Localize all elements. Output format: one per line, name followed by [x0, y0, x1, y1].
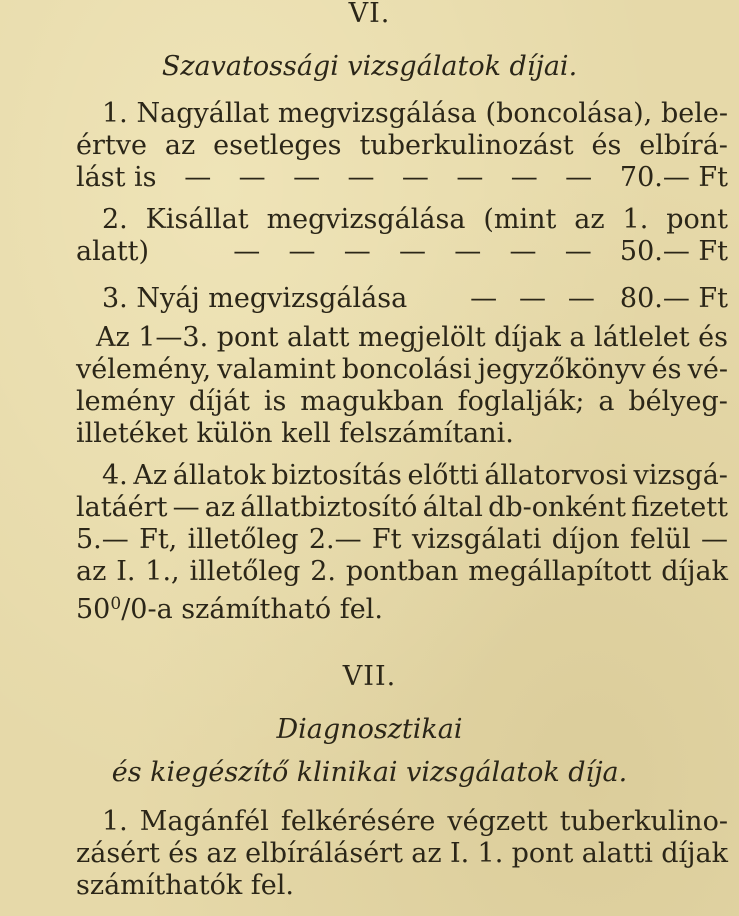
word: jegyzőkönyv [477, 354, 646, 385]
word: pontban [345, 556, 459, 587]
word: díjak [661, 838, 728, 869]
word: pont [666, 204, 728, 235]
word: tuberkulino- [559, 806, 728, 837]
word: Ft, [139, 524, 178, 555]
word: foglalják; [457, 386, 585, 417]
word: díjon [551, 524, 620, 555]
section-vii-item-1-line-1 [102, 806, 728, 838]
word: — [172, 492, 200, 523]
item-2-label-end: alatt) [76, 236, 150, 267]
word: állatok [172, 460, 266, 491]
word: felül [630, 524, 691, 555]
word: 2. [310, 556, 337, 587]
item-4-line-4 [76, 556, 728, 588]
word: a [598, 386, 615, 417]
word: I. [449, 838, 470, 869]
word: megvizsgálása [266, 204, 466, 235]
word: elbírálásért [245, 838, 403, 869]
item-2-amount: 50.— Ft [619, 236, 728, 267]
leader-dash: — [401, 162, 429, 193]
word: Az [133, 460, 168, 491]
word: a [569, 322, 586, 353]
dot-leader [407, 283, 620, 315]
word: díját [188, 386, 250, 417]
word: az [206, 838, 237, 869]
item-3-label: 3. Nyáj megvizsgálása [102, 283, 408, 314]
word: vé- [687, 354, 728, 385]
word: 1., [145, 556, 180, 587]
leader-dash: — [238, 162, 266, 193]
word: 1. [102, 98, 128, 129]
dot-leader [149, 236, 620, 268]
word: db-onként [488, 492, 627, 523]
word: alatti [581, 838, 653, 869]
word: esetleges [213, 130, 342, 161]
word: bélyeg- [628, 386, 728, 417]
item-2-line-2 [76, 236, 728, 268]
leader-dash: — [347, 162, 375, 193]
word: díjak [494, 322, 561, 353]
item-3-line [102, 283, 728, 315]
leader-dash: — [510, 162, 538, 193]
word: és [591, 130, 622, 161]
word: az [164, 130, 196, 161]
item-4-line-3 [76, 524, 728, 556]
word: előtti [407, 460, 479, 491]
section-vii-heading: VII. [342, 661, 397, 692]
word: megjelölt [358, 322, 486, 353]
word: 1—3. [138, 322, 209, 353]
section-vi-heading: VI. [348, 0, 391, 29]
word: állatbiztosító [240, 492, 418, 523]
leader-dash: — [398, 236, 426, 267]
percent-superscript: 0 [110, 594, 122, 614]
word: illetőleg [187, 524, 299, 555]
leader-dash: — [564, 236, 592, 267]
section-vii-item-1-line-3: számíthatók fel. [76, 870, 294, 901]
word: alatt [286, 322, 350, 353]
leader-dash: — [565, 162, 593, 193]
word: illetőleg [189, 556, 301, 587]
note-line-2 [76, 354, 728, 386]
item-2-line-1 [102, 204, 728, 236]
word: tuberkulinozást [359, 130, 574, 161]
leader-dash: — [519, 283, 547, 314]
section-vii-title-line-1: Diagnosztikai [276, 714, 463, 745]
word: értve [76, 130, 147, 161]
leader-dash: — [454, 236, 482, 267]
word: megvizsgálása [277, 98, 477, 129]
word: vélemény, [76, 354, 212, 385]
word: is [263, 386, 287, 417]
word: pont [511, 838, 574, 869]
word: látlelet [593, 322, 690, 353]
word: boncolási [341, 354, 472, 385]
word: biztosítás [271, 460, 402, 491]
word: vizsgálati [411, 524, 542, 555]
word: elbírá- [639, 130, 728, 161]
word: Magánfél [139, 806, 269, 837]
word: 1. [477, 838, 504, 869]
word: Nagyállat [136, 98, 270, 129]
word: bele- [660, 98, 728, 129]
section-vii-item-1-line-2 [76, 838, 728, 870]
word: Az [96, 322, 130, 353]
word: vizsgá- [633, 460, 728, 491]
word: megállapított [468, 556, 652, 587]
word: 1. [622, 204, 649, 235]
word: 1. [102, 806, 128, 837]
leader-dash: — [343, 236, 371, 267]
word: által [422, 492, 483, 523]
word: magukban [300, 386, 444, 417]
word: valamint [217, 354, 336, 385]
item-1-line-1 [102, 98, 728, 130]
item-1-label-end: lást is [76, 162, 157, 193]
word: Kisállat [145, 204, 249, 235]
word: és [168, 838, 199, 869]
word: 2. [102, 204, 128, 235]
item-1-amount: 70.— Ft [619, 162, 728, 193]
item-1-line-3 [76, 162, 728, 194]
item-4-line-2 [76, 492, 728, 524]
word: 2.— [308, 524, 362, 555]
word: díjak [661, 556, 728, 587]
word: 4. [102, 460, 128, 491]
section-vii-title-line-2: és kiegészítő klinikai vizsgálatok díja. [111, 757, 628, 788]
word: és [651, 354, 682, 385]
leader-dash: — [288, 236, 316, 267]
item-1-line-2 [76, 130, 728, 162]
word: 5.— [76, 524, 129, 555]
word: felkérésére [280, 806, 436, 837]
item-4-line-5 [76, 588, 728, 626]
leader-dash: — [567, 283, 595, 314]
word: fizetett [631, 492, 728, 523]
word: zásért [76, 838, 160, 869]
word: az [411, 838, 442, 869]
section-vi-title: Szavatossági vizsgálatok díjai. [161, 51, 578, 82]
word: — [700, 524, 728, 555]
word: (boncolása), [485, 98, 653, 129]
item-3-amount: 80.— Ft [619, 283, 728, 314]
word: az [204, 492, 236, 523]
word: latáért [76, 492, 168, 523]
percent-rest: /0-a számítható fel. [121, 594, 383, 625]
word: az [574, 204, 605, 235]
word: állatorvosi [484, 460, 628, 491]
item-4-line-1 [102, 460, 728, 492]
note-line-4: illetéket külön kell felszámítani. [76, 418, 514, 449]
word: végzett [447, 806, 548, 837]
note-line-1 [96, 322, 728, 354]
word: lemény [76, 386, 175, 417]
leader-dash: — [233, 236, 261, 267]
percent-number: 50 [76, 594, 111, 625]
word: pont [216, 322, 279, 353]
word: az [76, 556, 107, 587]
leader-dash: — [470, 283, 498, 314]
word: (mint [483, 204, 557, 235]
word: I. [116, 556, 136, 587]
word: és [698, 322, 728, 353]
leader-dash: — [456, 162, 484, 193]
word: Ft [371, 524, 402, 555]
leader-dash: — [184, 162, 212, 193]
leader-dash: — [509, 236, 537, 267]
leader-dash: — [293, 162, 321, 193]
note-line-3 [76, 386, 728, 418]
dot-leader [157, 162, 620, 194]
